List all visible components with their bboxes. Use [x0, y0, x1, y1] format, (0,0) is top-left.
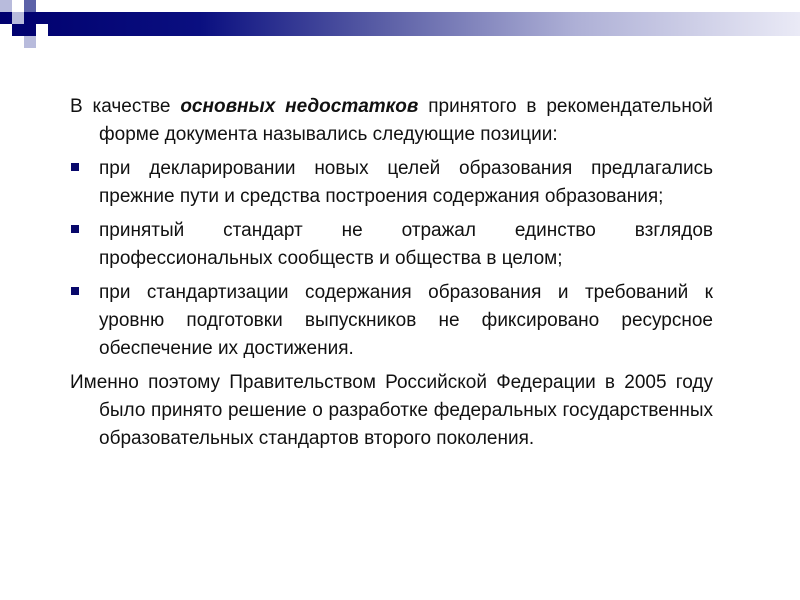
header-square-decoration: [0, 24, 12, 36]
intro-emphasis: основных недостатков: [180, 96, 419, 117]
bullet-item: [70, 217, 713, 273]
header-square-decoration: [12, 12, 24, 24]
bullet-text: принятый стандарт не отражал единство взглядов профессиональных сообществ и общества в целом;: [99, 220, 713, 269]
header-square-decoration: [0, 0, 12, 12]
conclusion-paragraph: Именно поэтому Правительством Российской Федерации в 2005 году было принято решение о разработке федеральных государственных образовательных стандартов второго поколения.: [70, 372, 713, 449]
bullet-item: [70, 279, 713, 363]
header-gradient-band: [0, 12, 800, 36]
slide-header-decoration: [0, 0, 800, 48]
intro-text-end: принятого в рекомендательной форме документа назывались следующие позиции:: [99, 96, 713, 145]
square-bullet-icon: [71, 287, 79, 295]
bullet-item: [70, 155, 713, 211]
slide-body: [70, 93, 713, 459]
intro-paragraph: [70, 93, 713, 149]
square-bullet-icon: [71, 225, 79, 233]
bullet-text: при стандартизации содержания образования и требований к уровню подготовки выпускников не фиксировано ресурсное обеспечение их достижения.: [99, 282, 713, 359]
header-square-decoration: [24, 0, 36, 12]
intro-text-start: В качестве: [70, 96, 181, 117]
bullet-list: [70, 155, 713, 363]
bullet-text: при декларировании новых целей образования предлагались прежние пути и средства построения содержания образования;: [99, 158, 713, 207]
header-square-decoration: [24, 36, 36, 48]
header-square-decoration: [36, 24, 48, 36]
square-bullet-icon: [71, 163, 79, 171]
